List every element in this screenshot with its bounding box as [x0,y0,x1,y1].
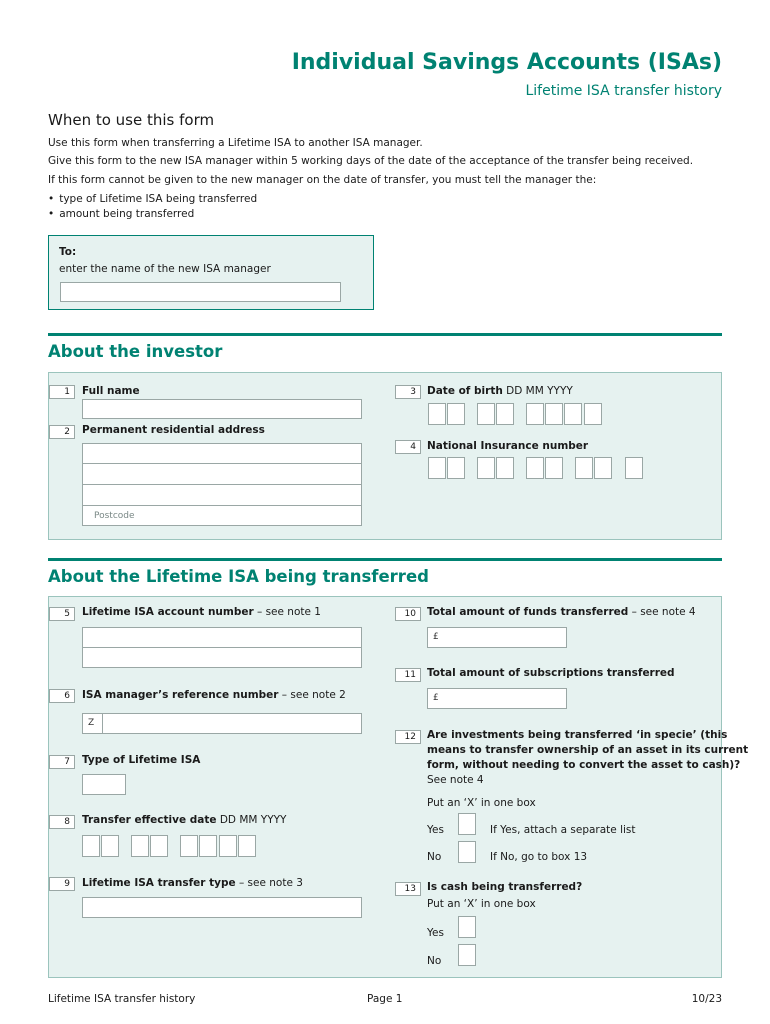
question-number: 11 [395,668,421,682]
full-name-label: Full name [82,385,140,397]
date-of-birth-label: Date of birth DD MM YYYY [427,385,573,397]
instruction-text: Put an ‘X’ in one box [427,797,536,809]
ni-char-box[interactable] [526,457,544,479]
ni-char-box[interactable] [496,457,514,479]
cash-yes-checkbox[interactable] [458,916,476,938]
question-number: 6 [49,689,75,703]
effective-year-1-box[interactable] [180,835,198,857]
dob-month-2-box[interactable] [496,403,514,425]
footer-form-name: Lifetime ISA transfer history [48,993,196,1005]
section-heading-transfer: About the Lifetime ISA being transferred [48,567,429,586]
dob-day-2-box[interactable] [447,403,465,425]
question-number: 7 [49,755,75,769]
pound-sign: £ [433,632,439,642]
pound-sign: £ [433,693,439,703]
account-number-label: Lifetime ISA account number – see note 1 [82,606,321,618]
investor-panel [48,372,722,540]
effective-year-2-box[interactable] [199,835,217,857]
to-hint: enter the name of the new ISA manager [59,263,271,275]
effective-date-label: Transfer effective date DD MM YYYY [82,814,287,826]
full-name-input[interactable] [82,399,362,419]
no-label: No [427,955,442,967]
effective-year-3-box[interactable] [219,835,237,857]
effective-day-2-box[interactable] [101,835,119,857]
no-hint: If No, go to box 13 [490,851,588,863]
question-number: 10 [395,607,421,621]
address-line-2-input[interactable] [82,463,362,485]
intro-bullet: • type of Lifetime ISA being transferred [48,193,257,205]
transfer-type-input[interactable] [82,897,362,918]
intro-heading: When to use this form [48,111,215,129]
footer-version: 10/23 [691,993,722,1005]
reference-prefix-box [82,713,103,734]
section-divider [48,558,722,561]
cash-no-checkbox[interactable] [458,944,476,966]
effective-month-2-box[interactable] [150,835,168,857]
ni-char-box[interactable] [625,457,643,479]
reference-prefix: Z [88,718,95,728]
ni-char-box[interactable] [575,457,593,479]
total-funds-label: Total amount of funds transferred – see note 4 [427,606,696,618]
address-label: Permanent residential address [82,424,265,436]
ni-char-box[interactable] [477,457,495,479]
question-number: 1 [49,385,75,399]
dob-month-1-box[interactable] [477,403,495,425]
intro-line: Use this form when transferring a Lifetime ISA to another ISA manager. [48,137,423,149]
form-subtitle: Lifetime ISA transfer history [525,83,722,99]
address-line-3-input[interactable] [82,484,362,506]
in-specie-question-line: Are investments being transferred ‘in specie’ (this [427,729,728,741]
effective-month-1-box[interactable] [131,835,149,857]
dob-year-2-box[interactable] [545,403,563,425]
in-specie-yes-checkbox[interactable] [458,813,476,835]
isa-type-input[interactable] [82,774,126,795]
ni-char-box[interactable] [594,457,612,479]
section-divider [48,333,722,336]
dob-day-1-box[interactable] [428,403,446,425]
question-number: 8 [49,815,75,829]
section-heading-investor: About the investor [48,342,223,361]
total-subscriptions-label: Total amount of subscriptions transferred [427,667,675,679]
postcode-placeholder: Postcode [94,511,135,521]
question-number: 9 [49,877,75,891]
question-number: 3 [395,385,421,399]
yes-label: Yes [427,824,444,836]
dob-year-3-box[interactable] [564,403,582,425]
account-number-input-2[interactable] [82,647,362,668]
intro-bullet: • amount being transferred [48,208,194,220]
reference-number-input[interactable] [102,713,362,734]
effective-year-4-box[interactable] [238,835,256,857]
dob-year-1-box[interactable] [526,403,544,425]
to-label: To: [59,246,77,258]
yes-hint: If Yes, attach a separate list [490,824,636,836]
see-note-text: See note 4 [427,774,484,786]
new-isa-manager-input[interactable] [60,282,341,302]
question-number: 2 [49,425,75,439]
in-specie-no-checkbox[interactable] [458,841,476,863]
postcode-input[interactable] [82,505,362,526]
transfer-panel [48,596,749,978]
footer-page-number: Page 1 [367,993,403,1005]
dob-year-4-box[interactable] [584,403,602,425]
ni-char-box[interactable] [545,457,563,479]
question-number: 13 [395,882,421,896]
transfer-type-label: Lifetime ISA transfer type – see note 3 [82,877,303,889]
ni-number-label: National Insurance number [427,440,589,452]
instruction-text: Put an ‘X’ in one box [427,898,536,910]
total-subscriptions-input[interactable] [427,688,567,709]
total-funds-input[interactable] [427,627,567,648]
yes-label: Yes [427,927,444,939]
in-specie-question-line: form, without needing to convert the asset to cash)? [427,759,741,771]
ni-char-box[interactable] [447,457,465,479]
question-number: 12 [395,730,421,744]
account-number-input-1[interactable] [82,627,362,648]
cash-question-label: Is cash being transferred? [427,881,583,893]
type-label: Type of Lifetime ISA [82,754,201,766]
intro-line: Give this form to the new ISA manager within 5 working days of the date of the acceptance of the transfer being received. [48,155,694,167]
to-manager-box [48,235,374,310]
form-title: Individual Savings Accounts (ISAs) [291,50,722,75]
ni-char-box[interactable] [428,457,446,479]
question-number: 5 [49,607,75,621]
question-number: 4 [395,440,421,454]
reference-number-label: ISA manager’s reference number – see note 2 [82,689,346,701]
effective-day-1-box[interactable] [82,835,100,857]
address-line-1-input[interactable] [82,443,362,464]
in-specie-question-line: means to transfer ownership of an asset in its current [427,744,749,756]
no-label: No [427,851,442,863]
intro-line: If this form cannot be given to the new manager on the date of transfer, you must tell the manager the: [48,174,597,186]
